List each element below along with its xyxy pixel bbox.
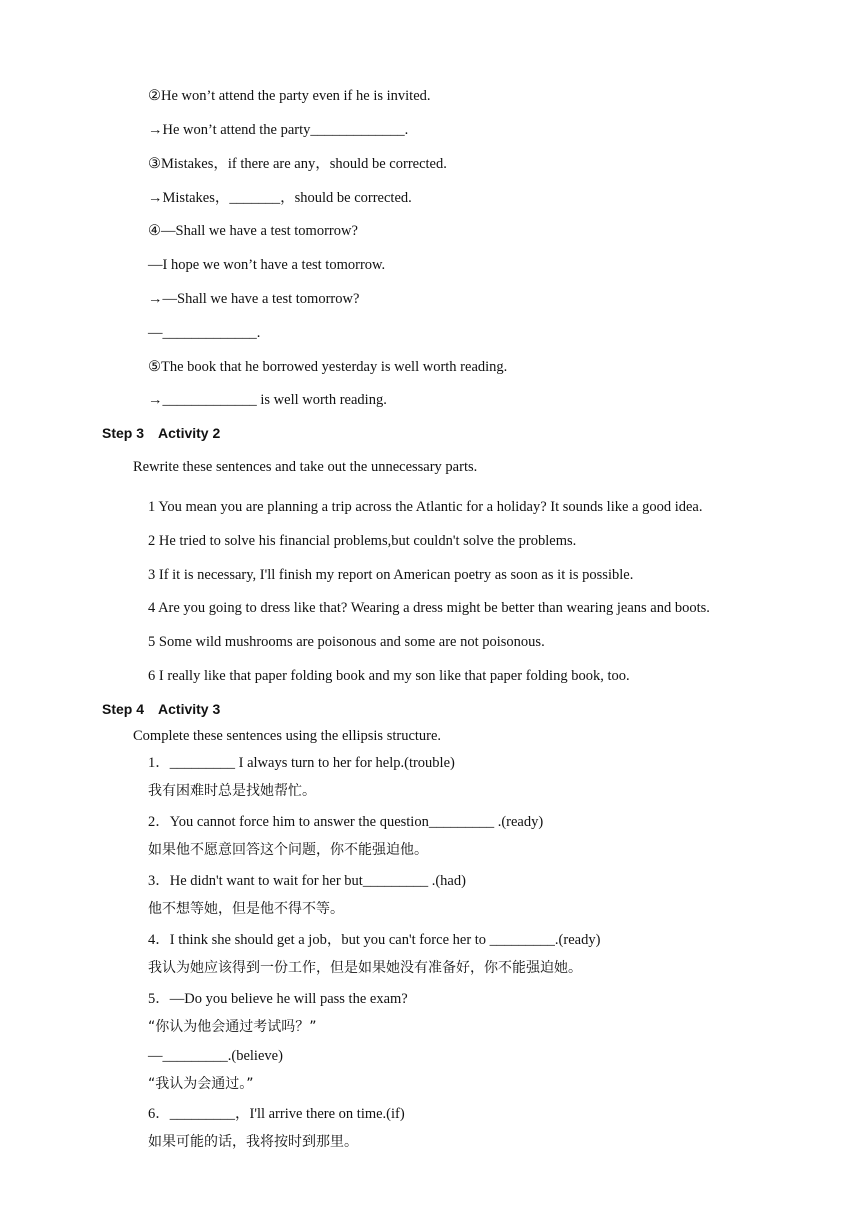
example-2-rewrite: →He won’t attend the party_____________. [148, 122, 409, 138]
step3-instruction: Rewrite these sentences and take out the unnecessary parts. [133, 459, 478, 475]
step4-question-3: 3．He didn't want to wait for her but_________ .(had) [148, 873, 466, 889]
example-4-rewrite-question: →—Shall we have a test tomorrow? [148, 291, 360, 307]
step4-question-2-translation: 如果他不愿意回答这个问题，你不能强迫他。 [148, 842, 428, 858]
example-5-rewrite: →_____________ is well worth reading. [148, 392, 387, 408]
step4-instruction: Complete these sentences using the ellipsis structure. [133, 728, 442, 744]
step3-item-5: 5 Some wild mushrooms are poisonous and some are not poisonous. [148, 634, 545, 650]
example-3-rewrite: →Mistakes，_______，should be corrected. [148, 190, 412, 206]
example-5-original: ⑤The book that he borrowed yesterday is well worth reading. [148, 359, 508, 375]
example-4-rewrite-answer: —_____________. [148, 325, 261, 341]
step4-question-4: 4．I think she should get a job，but you can't force her to _________.(ready) [148, 932, 601, 948]
step4-question-5-answer-translation: “我认为会通过。” [148, 1076, 254, 1092]
step4-question-3-translation: 他不想等她，但是他不得不等。 [148, 901, 344, 917]
step4-question-6-translation: 如果可能的话，我将按时到那里。 [148, 1134, 358, 1150]
step4-question-2: 2．You cannot force him to answer the question_________ .(ready) [148, 814, 544, 830]
example-3-original: ③Mistakes，if there are any，should be corrected. [148, 156, 447, 172]
step4-question-1: 1．_________ I always turn to her for help.(trouble) [148, 755, 455, 771]
example-4-question: ④—Shall we have a test tomorrow? [148, 223, 358, 239]
step3-item-1: 1 You mean you are planning a trip across the Atlantic for a holiday? It sounds like a good idea. [148, 499, 703, 515]
step4-question-6: 6．_________，I'll arrive there on time.(if) [148, 1106, 405, 1122]
step3-item-2: 2 He tried to solve his financial problems,but couldn't solve the problems. [148, 533, 577, 549]
example-2-original: ②He won’t attend the party even if he is invited. [148, 88, 431, 104]
step4-heading: Step 4 Activity 3 [102, 701, 221, 717]
step4-question-5-translation: “你认为他会通过考试吗？” [148, 1019, 317, 1035]
step3-heading: Step 3 Activity 2 [102, 425, 221, 441]
example-4-answer: —I hope we won’t have a test tomorrow. [148, 257, 386, 273]
step4-question-5-answer: —_________.(believe) [148, 1048, 283, 1064]
step4-question-1-translation: 我有困难时总是找她帮忙。 [148, 783, 316, 799]
step4-question-5: 5．—Do you believe he will pass the exam? [148, 991, 408, 1007]
step3-item-4: 4 Are you going to dress like that? Wearing a dress might be better than wearing jeans and boots. [148, 600, 710, 616]
step3-item-3: 3 If it is necessary, I'll finish my report on American poetry as soon as it is possible. [148, 567, 634, 583]
step4-question-4-translation: 我认为她应该得到一份工作，但是如果她没有准备好，你不能强迫她。 [148, 960, 582, 976]
step3-item-6: 6 I really like that paper folding book and my son like that paper folding book, too. [148, 668, 630, 684]
